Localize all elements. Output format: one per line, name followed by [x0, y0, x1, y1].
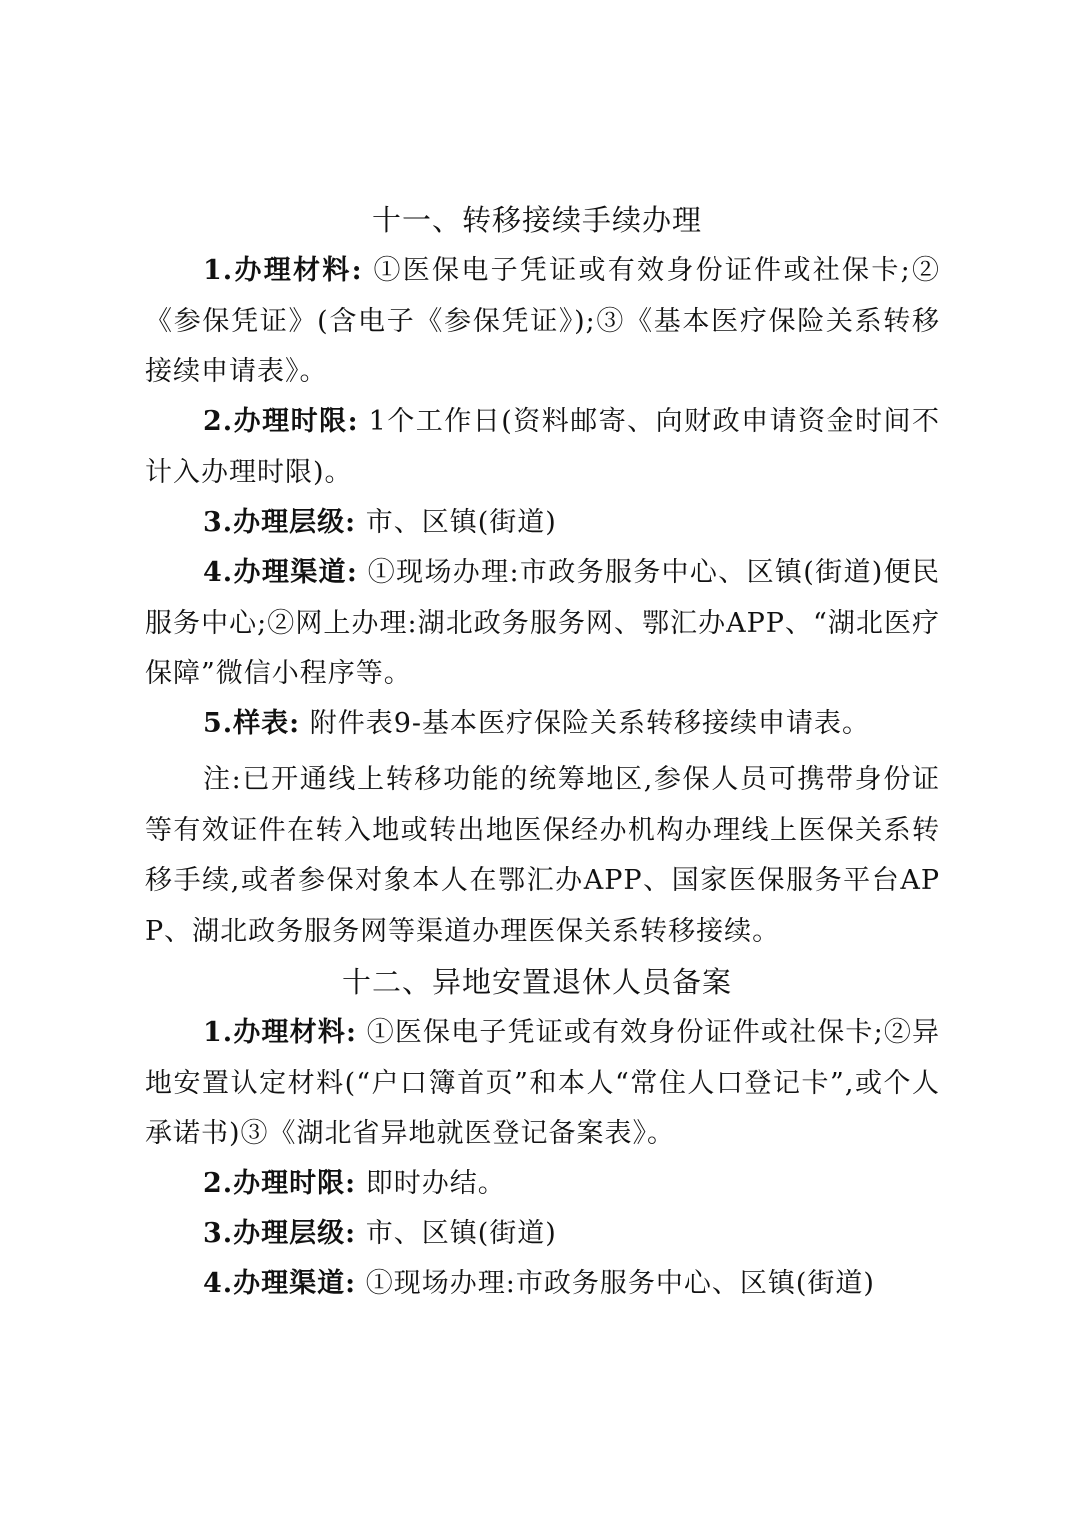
- section-12-title: 十二、异地安置退休人员备案: [341, 965, 732, 999]
- s11-item-sample: [145, 699, 940, 750]
- s12-item-time-limit-text: 即时办结。: [365, 1168, 506, 1199]
- s12-item-time-limit: [145, 1159, 940, 1210]
- s12-item-materials-label: 1.办理材料:: [203, 1017, 357, 1048]
- s12-item-channels-label: 4.办理渠道:: [203, 1268, 357, 1299]
- s11-item-level-text: 市、区镇(街道): [365, 507, 557, 538]
- s11-item-channels-label: 4.办理渠道:: [203, 557, 358, 588]
- s12-item-materials: [145, 1008, 940, 1160]
- s11-item-materials-label: 1.办理材料:: [203, 255, 363, 286]
- s12-item-time-limit-label: 2.办理时限:: [203, 1168, 357, 1199]
- s12-item-channels-text: ①现场办理:市政务服务中心、区镇(街道): [365, 1268, 875, 1299]
- s12-item-level-text: 市、区镇(街道): [365, 1218, 557, 1249]
- s11-item-level-label: 3.办理层级:: [203, 507, 357, 538]
- s11-item-sample-label: 5.样表:: [203, 708, 301, 739]
- s12-item-channels: [145, 1259, 940, 1310]
- s11-item-channels: [145, 548, 940, 700]
- s12-item-materials-text: ①医保电子凭证或有效身份证件或社保卡;②异地安置认定材料(“户口簿首页”和本人“常住人口登记卡”,或个人承诺书)③《湖北省异地就医登记备案表》。: [145, 1017, 940, 1149]
- s11-item-time-limit-label: 2.办理时限:: [203, 406, 359, 437]
- s11-item-sample-text: 附件表9-基本医疗保险关系转移接续申请表。: [309, 708, 871, 739]
- s11-item-time-limit-text: 1个工作日(资料邮寄、向财政申请资金时间不计入办理时限)。: [145, 406, 941, 488]
- s12-item-level: [145, 1209, 940, 1260]
- s11-item-channels-text: ①现场办理:市政务服务中心、区镇(街道)便民服务中心;②网上办理:湖北政务服务网、鄂汇办APP、“湖北医疗保障”微信小程序等。: [145, 557, 940, 689]
- s11-item-level: [145, 498, 940, 549]
- s11-item-time-limit: [145, 397, 940, 498]
- s11-note: 注:已开通线上转移功能的统筹地区,参保人员可携带身份证等有效证件在转入地或转出地医保经办机构办理线上医保关系转移手续,或者参保对象本人在鄂汇办APP、国家医保服务平台APP、湖北政务服务网等渠道办理医保关系转移接续。: [145, 764, 940, 947]
- s11-item-materials-text: ①医保电子凭证或有效身份证件或社保卡;②《参保凭证》(含电子《参保凭证》);③《基本医疗保险关系转移接续申请表》。: [145, 255, 940, 387]
- s12-item-level-label: 3.办理层级:: [203, 1218, 357, 1249]
- section-11-title: 十一、转移接续手续办理: [371, 203, 702, 237]
- s11-item-materials: [145, 246, 940, 398]
